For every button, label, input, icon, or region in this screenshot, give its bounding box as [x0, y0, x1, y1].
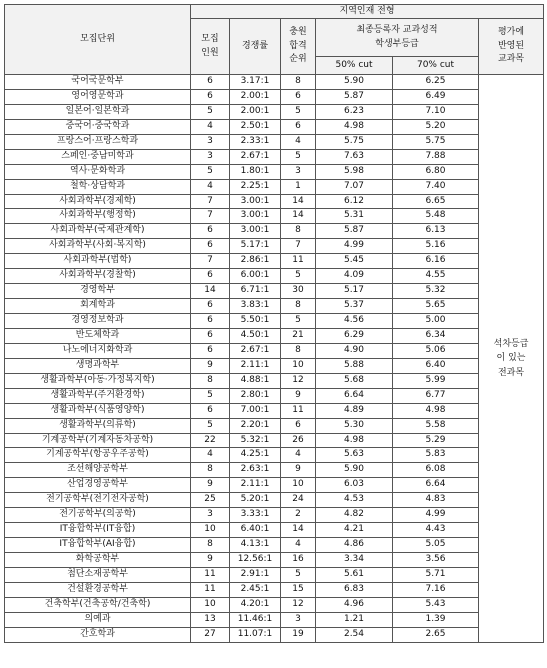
ratio-cell: 5.50:1 — [230, 314, 281, 329]
cut-50-cell: 5.30 — [316, 418, 393, 433]
ratio-cell: 4.20:1 — [230, 597, 281, 612]
table-row — [5, 89, 544, 104]
cut-70-cell: 4.99 — [393, 508, 479, 523]
unit-cell: 나노에너지화학과 — [5, 343, 191, 358]
cut-50-cell: 5.75 — [316, 134, 393, 149]
table-row — [5, 179, 544, 194]
quota-cell: 3 — [191, 149, 230, 164]
ratio-cell: 4.88:1 — [230, 373, 281, 388]
quota-cell: 6 — [191, 75, 230, 90]
cut-70-cell: 1.39 — [393, 612, 479, 627]
cut-50-cell: 4.53 — [316, 493, 393, 508]
waitlist-rank-cell: 2 — [281, 508, 316, 523]
quota-cell: 25 — [191, 493, 230, 508]
waitlist-rank-cell: 24 — [281, 493, 316, 508]
cut-50-cell: 2.54 — [316, 627, 393, 642]
unit-cell: 건축학부(건축공학/건축학) — [5, 597, 191, 612]
cut-50-cell: 1.21 — [316, 612, 393, 627]
table-row — [5, 134, 544, 149]
unit-cell: IT융합학부(AI융합) — [5, 538, 191, 553]
ratio-cell: 5.32:1 — [230, 433, 281, 448]
ratio-cell: 3.00:1 — [230, 194, 281, 209]
ratio-cell: 5.17:1 — [230, 239, 281, 254]
cut-50-cell: 4.56 — [316, 314, 393, 329]
table-row — [5, 463, 544, 478]
unit-cell: 첨단소재공학부 — [5, 567, 191, 582]
table-row — [5, 627, 544, 642]
header-grade-line-2: 학생부등급 — [375, 38, 419, 49]
quota-cell: 8 — [191, 463, 230, 478]
subjects-note-cell — [479, 75, 544, 643]
waitlist-rank-cell: 6 — [281, 89, 316, 104]
header-subjects — [479, 19, 544, 75]
table-row — [5, 448, 544, 463]
cut-70-cell: 5.20 — [393, 119, 479, 134]
quota-cell: 6 — [191, 89, 230, 104]
cut-70-cell: 6.13 — [393, 224, 479, 239]
table-row — [5, 149, 544, 164]
waitlist-rank-cell: 8 — [281, 343, 316, 358]
unit-cell: 전기공학부(전기전자공학) — [5, 493, 191, 508]
unit-cell: 국어국문학부 — [5, 75, 191, 90]
cut-50-cell: 4.09 — [316, 269, 393, 284]
cut-50-cell: 5.61 — [316, 567, 393, 582]
waitlist-rank-cell: 6 — [281, 418, 316, 433]
cut-50-cell: 5.87 — [316, 224, 393, 239]
cut-50-cell: 5.45 — [316, 254, 393, 269]
unit-cell: 생활과학부(식품영양학) — [5, 403, 191, 418]
header-grade — [316, 19, 479, 57]
cut-50-cell: 5.90 — [316, 75, 393, 90]
quota-cell: 4 — [191, 179, 230, 194]
ratio-cell: 2.50:1 — [230, 119, 281, 134]
cut-70-cell: 5.99 — [393, 373, 479, 388]
ratio-cell: 6.40:1 — [230, 523, 281, 538]
waitlist-rank-cell: 10 — [281, 478, 316, 493]
quota-cell: 6 — [191, 239, 230, 254]
quota-cell: 10 — [191, 597, 230, 612]
cut-70-cell: 4.98 — [393, 403, 479, 418]
table-row — [5, 493, 544, 508]
cut-50-cell: 5.31 — [316, 209, 393, 224]
cut-70-cell: 5.32 — [393, 284, 479, 299]
cut-70-cell: 6.25 — [393, 75, 479, 90]
cut-70-cell: 7.88 — [393, 149, 479, 164]
quota-cell: 3 — [191, 134, 230, 149]
table-row — [5, 508, 544, 523]
waitlist-rank-cell: 5 — [281, 149, 316, 164]
unit-cell: 프랑스어·프랑스학과 — [5, 134, 191, 149]
header-subjects-line-1: 평가에 — [497, 26, 525, 37]
table-body — [5, 75, 544, 643]
ratio-cell: 2.25:1 — [230, 179, 281, 194]
quota-cell: 9 — [191, 478, 230, 493]
ratio-cell: 2.86:1 — [230, 254, 281, 269]
ratio-cell: 2.33:1 — [230, 134, 281, 149]
table-header — [5, 5, 544, 75]
cut-70-cell: 5.83 — [393, 448, 479, 463]
cut-70-cell: 5.65 — [393, 299, 479, 314]
quota-cell: 13 — [191, 612, 230, 627]
quota-cell: 11 — [191, 582, 230, 597]
table-row — [5, 597, 544, 612]
waitlist-rank-cell: 12 — [281, 597, 316, 612]
cut-50-cell: 5.90 — [316, 463, 393, 478]
table-row — [5, 582, 544, 597]
waitlist-rank-cell: 11 — [281, 403, 316, 418]
cut-70-cell: 7.40 — [393, 179, 479, 194]
unit-cell: 사회과학부(국제관계학) — [5, 224, 191, 239]
table-row — [5, 328, 544, 343]
quota-cell: 8 — [191, 373, 230, 388]
unit-cell: 경영학부 — [5, 284, 191, 299]
quota-cell: 11 — [191, 567, 230, 582]
cut-50-cell: 6.03 — [316, 478, 393, 493]
ratio-cell: 12.56:1 — [230, 553, 281, 568]
waitlist-rank-cell: 8 — [281, 224, 316, 239]
table-row — [5, 388, 544, 403]
waitlist-rank-cell: 16 — [281, 553, 316, 568]
cut-70-cell: 6.77 — [393, 388, 479, 403]
header-grade-line-1: 최종등록자 교과성적 — [356, 24, 438, 35]
waitlist-rank-cell: 14 — [281, 194, 316, 209]
cut-70-cell: 5.75 — [393, 134, 479, 149]
unit-cell: 일본어·일본학과 — [5, 104, 191, 119]
header-waitlist — [281, 19, 316, 75]
cut-50-cell: 7.63 — [316, 149, 393, 164]
cut-70-cell: 5.48 — [393, 209, 479, 224]
waitlist-rank-cell: 5 — [281, 314, 316, 329]
waitlist-rank-cell: 14 — [281, 209, 316, 224]
ratio-cell: 7.00:1 — [230, 403, 281, 418]
table-row — [5, 403, 544, 418]
unit-cell: 사회과학부(법학) — [5, 254, 191, 269]
header-quota-line-2: 인원 — [201, 47, 219, 58]
cut-50-cell: 4.21 — [316, 523, 393, 538]
waitlist-rank-cell: 6 — [281, 119, 316, 134]
waitlist-rank-cell: 10 — [281, 358, 316, 373]
ratio-cell: 2.20:1 — [230, 418, 281, 433]
waitlist-rank-cell: 3 — [281, 164, 316, 179]
cut-70-cell: 7.16 — [393, 582, 479, 597]
unit-cell: 간호학과 — [5, 627, 191, 642]
cut-50-cell: 6.23 — [316, 104, 393, 119]
cut-70-cell: 2.65 — [393, 627, 479, 642]
cut-50-cell: 4.98 — [316, 119, 393, 134]
header-cut-50: 50% cut — [316, 57, 393, 75]
ratio-cell: 4.50:1 — [230, 328, 281, 343]
table-row — [5, 478, 544, 493]
ratio-cell: 2.11:1 — [230, 358, 281, 373]
table-row — [5, 119, 544, 134]
table-row — [5, 567, 544, 582]
cut-50-cell: 5.98 — [316, 164, 393, 179]
header-subjects-line-3: 교과목 — [497, 54, 525, 65]
cut-70-cell: 5.71 — [393, 567, 479, 582]
table-row — [5, 343, 544, 358]
waitlist-rank-cell: 9 — [281, 463, 316, 478]
cut-50-cell: 4.89 — [316, 403, 393, 418]
table-row — [5, 269, 544, 284]
quota-cell: 4 — [191, 119, 230, 134]
quota-cell: 5 — [191, 418, 230, 433]
cut-70-cell: 3.56 — [393, 553, 479, 568]
cut-70-cell: 6.08 — [393, 463, 479, 478]
cut-50-cell: 6.64 — [316, 388, 393, 403]
table-row — [5, 104, 544, 119]
unit-cell: 중국어·중국학과 — [5, 119, 191, 134]
waitlist-rank-cell: 15 — [281, 582, 316, 597]
unit-cell: 의예과 — [5, 612, 191, 627]
cut-50-cell: 4.90 — [316, 343, 393, 358]
quota-cell: 7 — [191, 194, 230, 209]
table-row — [5, 75, 544, 90]
header-waitlist-line-3: 순위 — [289, 54, 307, 65]
waitlist-rank-cell: 4 — [281, 134, 316, 149]
cut-50-cell: 5.17 — [316, 284, 393, 299]
unit-cell: 영어영문학과 — [5, 89, 191, 104]
waitlist-rank-cell: 4 — [281, 448, 316, 463]
ratio-cell: 3.33:1 — [230, 508, 281, 523]
quota-cell: 27 — [191, 627, 230, 642]
quota-cell: 6 — [191, 328, 230, 343]
cut-70-cell: 6.16 — [393, 254, 479, 269]
cut-70-cell: 6.80 — [393, 164, 479, 179]
quota-cell: 14 — [191, 284, 230, 299]
quota-cell: 5 — [191, 388, 230, 403]
cut-50-cell: 6.83 — [316, 582, 393, 597]
cut-50-cell: 4.99 — [316, 239, 393, 254]
quota-cell: 7 — [191, 209, 230, 224]
cut-70-cell: 4.55 — [393, 269, 479, 284]
ratio-cell: 3.00:1 — [230, 209, 281, 224]
quota-cell: 4 — [191, 448, 230, 463]
quota-cell: 3 — [191, 508, 230, 523]
ratio-cell: 2.63:1 — [230, 463, 281, 478]
unit-cell: 스페인·중남미학과 — [5, 149, 191, 164]
cut-70-cell: 5.16 — [393, 239, 479, 254]
cut-70-cell: 5.06 — [393, 343, 479, 358]
cut-50-cell: 4.86 — [316, 538, 393, 553]
header-quota-line-1: 모집 — [201, 33, 219, 44]
waitlist-rank-cell: 12 — [281, 373, 316, 388]
quota-cell: 7 — [191, 254, 230, 269]
cut-50-cell: 4.82 — [316, 508, 393, 523]
subjects-note-line: 전과목 — [497, 367, 525, 378]
unit-cell: 반도체학과 — [5, 328, 191, 343]
table-row — [5, 224, 544, 239]
cut-50-cell: 3.34 — [316, 553, 393, 568]
cut-70-cell: 5.58 — [393, 418, 479, 433]
table-row — [5, 373, 544, 388]
quota-cell: 9 — [191, 358, 230, 373]
unit-cell: IT융합학부(IT융합) — [5, 523, 191, 538]
cut-70-cell: 7.10 — [393, 104, 479, 119]
cut-70-cell: 5.29 — [393, 433, 479, 448]
table-row — [5, 164, 544, 179]
ratio-cell: 4.13:1 — [230, 538, 281, 553]
cut-50-cell: 5.87 — [316, 89, 393, 104]
cut-70-cell: 6.65 — [393, 194, 479, 209]
unit-cell: 생명과학부 — [5, 358, 191, 373]
waitlist-rank-cell: 5 — [281, 104, 316, 119]
table-row — [5, 209, 544, 224]
quota-cell: 5 — [191, 104, 230, 119]
ratio-cell: 11.07:1 — [230, 627, 281, 642]
table-row — [5, 284, 544, 299]
cut-50-cell: 5.88 — [316, 358, 393, 373]
unit-cell: 조선해양공학부 — [5, 463, 191, 478]
cut-50-cell: 6.29 — [316, 328, 393, 343]
unit-cell: 생활과학부(의류학) — [5, 418, 191, 433]
quota-cell: 10 — [191, 523, 230, 538]
unit-cell: 철학·상담학과 — [5, 179, 191, 194]
table-row — [5, 358, 544, 373]
ratio-cell: 6.00:1 — [230, 269, 281, 284]
table-row — [5, 239, 544, 254]
header-subjects-line-2: 반영된 — [497, 40, 525, 51]
quota-cell: 6 — [191, 403, 230, 418]
cut-70-cell: 6.64 — [393, 478, 479, 493]
table-row — [5, 314, 544, 329]
header-unit: 모집단위 — [5, 5, 191, 75]
unit-cell: 사회과학부(경제학) — [5, 194, 191, 209]
quota-cell: 6 — [191, 314, 230, 329]
cut-70-cell: 5.00 — [393, 314, 479, 329]
table-row — [5, 538, 544, 553]
header-group-title: 지역인재 전형 — [191, 5, 544, 19]
waitlist-rank-cell: 26 — [281, 433, 316, 448]
ratio-cell: 2.67:1 — [230, 343, 281, 358]
unit-cell: 사회과학부(경찰학) — [5, 269, 191, 284]
unit-cell: 사회과학부(행정학) — [5, 209, 191, 224]
unit-cell: 기계공학부(항공우주공학) — [5, 448, 191, 463]
admission-results-sheet — [4, 4, 543, 643]
unit-cell: 기계공학부(기계자동차공학) — [5, 433, 191, 448]
quota-cell: 9 — [191, 553, 230, 568]
ratio-cell: 2.00:1 — [230, 89, 281, 104]
unit-cell: 사회과학부(사회·복지학) — [5, 239, 191, 254]
ratio-cell: 3.17:1 — [230, 75, 281, 90]
waitlist-rank-cell: 5 — [281, 269, 316, 284]
ratio-cell: 3.00:1 — [230, 224, 281, 239]
quota-cell: 6 — [191, 269, 230, 284]
waitlist-rank-cell: 11 — [281, 254, 316, 269]
quota-cell: 6 — [191, 224, 230, 239]
cut-50-cell: 6.12 — [316, 194, 393, 209]
header-quota — [191, 19, 230, 75]
waitlist-rank-cell: 30 — [281, 284, 316, 299]
quota-cell: 8 — [191, 538, 230, 553]
quota-cell: 6 — [191, 299, 230, 314]
waitlist-rank-cell: 9 — [281, 388, 316, 403]
unit-cell: 전기공학부(의공학) — [5, 508, 191, 523]
ratio-cell: 3.83:1 — [230, 299, 281, 314]
header-waitlist-line-2: 합격 — [289, 40, 307, 51]
unit-cell: 경영정보학과 — [5, 314, 191, 329]
ratio-cell: 1.80:1 — [230, 164, 281, 179]
admission-results-table — [4, 4, 544, 643]
cut-70-cell: 6.34 — [393, 328, 479, 343]
waitlist-rank-cell: 7 — [281, 239, 316, 254]
table-row — [5, 433, 544, 448]
unit-cell: 화학공학부 — [5, 553, 191, 568]
ratio-cell: 11.46:1 — [230, 612, 281, 627]
subjects-note-line: 석차등급 — [493, 338, 529, 349]
table-row — [5, 612, 544, 627]
waitlist-rank-cell: 14 — [281, 523, 316, 538]
header-ratio: 경쟁률 — [230, 19, 281, 75]
waitlist-rank-cell: 21 — [281, 328, 316, 343]
unit-cell: 산업경영공학부 — [5, 478, 191, 493]
quota-cell: 5 — [191, 164, 230, 179]
table-row — [5, 553, 544, 568]
waitlist-rank-cell: 8 — [281, 299, 316, 314]
cut-50-cell: 5.63 — [316, 448, 393, 463]
header-cut-70: 70% cut — [393, 57, 479, 75]
cut-50-cell: 5.68 — [316, 373, 393, 388]
waitlist-rank-cell: 4 — [281, 538, 316, 553]
unit-cell: 생활과학부(아동·가정복지학) — [5, 373, 191, 388]
table-row — [5, 254, 544, 269]
ratio-cell: 2.91:1 — [230, 567, 281, 582]
unit-cell: 건설환경공학부 — [5, 582, 191, 597]
waitlist-rank-cell: 8 — [281, 75, 316, 90]
ratio-cell: 2.80:1 — [230, 388, 281, 403]
quota-cell: 22 — [191, 433, 230, 448]
ratio-cell: 5.20:1 — [230, 493, 281, 508]
cut-50-cell: 5.37 — [316, 299, 393, 314]
waitlist-rank-cell: 3 — [281, 612, 316, 627]
cut-70-cell: 6.49 — [393, 89, 479, 104]
table-row — [5, 523, 544, 538]
waitlist-rank-cell: 5 — [281, 567, 316, 582]
cut-50-cell: 4.96 — [316, 597, 393, 612]
unit-cell: 역사·문화학과 — [5, 164, 191, 179]
cut-70-cell: 5.05 — [393, 538, 479, 553]
header-waitlist-line-1: 충원 — [289, 26, 307, 37]
ratio-cell: 2.11:1 — [230, 478, 281, 493]
ratio-cell: 2.45:1 — [230, 582, 281, 597]
quota-cell: 6 — [191, 343, 230, 358]
cut-70-cell: 4.83 — [393, 493, 479, 508]
cut-70-cell: 5.43 — [393, 597, 479, 612]
cut-70-cell: 4.43 — [393, 523, 479, 538]
ratio-cell: 4.25:1 — [230, 448, 281, 463]
cut-70-cell: 6.40 — [393, 358, 479, 373]
subjects-note-line: 이 있는 — [496, 353, 526, 364]
cut-50-cell: 7.07 — [316, 179, 393, 194]
table-row — [5, 194, 544, 209]
ratio-cell: 2.67:1 — [230, 149, 281, 164]
ratio-cell: 2.00:1 — [230, 104, 281, 119]
unit-cell: 생활과학부(주거환경학) — [5, 388, 191, 403]
table-row — [5, 299, 544, 314]
waitlist-rank-cell: 19 — [281, 627, 316, 642]
ratio-cell: 6.71:1 — [230, 284, 281, 299]
unit-cell: 회계학과 — [5, 299, 191, 314]
cut-50-cell: 4.98 — [316, 433, 393, 448]
waitlist-rank-cell: 1 — [281, 179, 316, 194]
table-row — [5, 418, 544, 433]
